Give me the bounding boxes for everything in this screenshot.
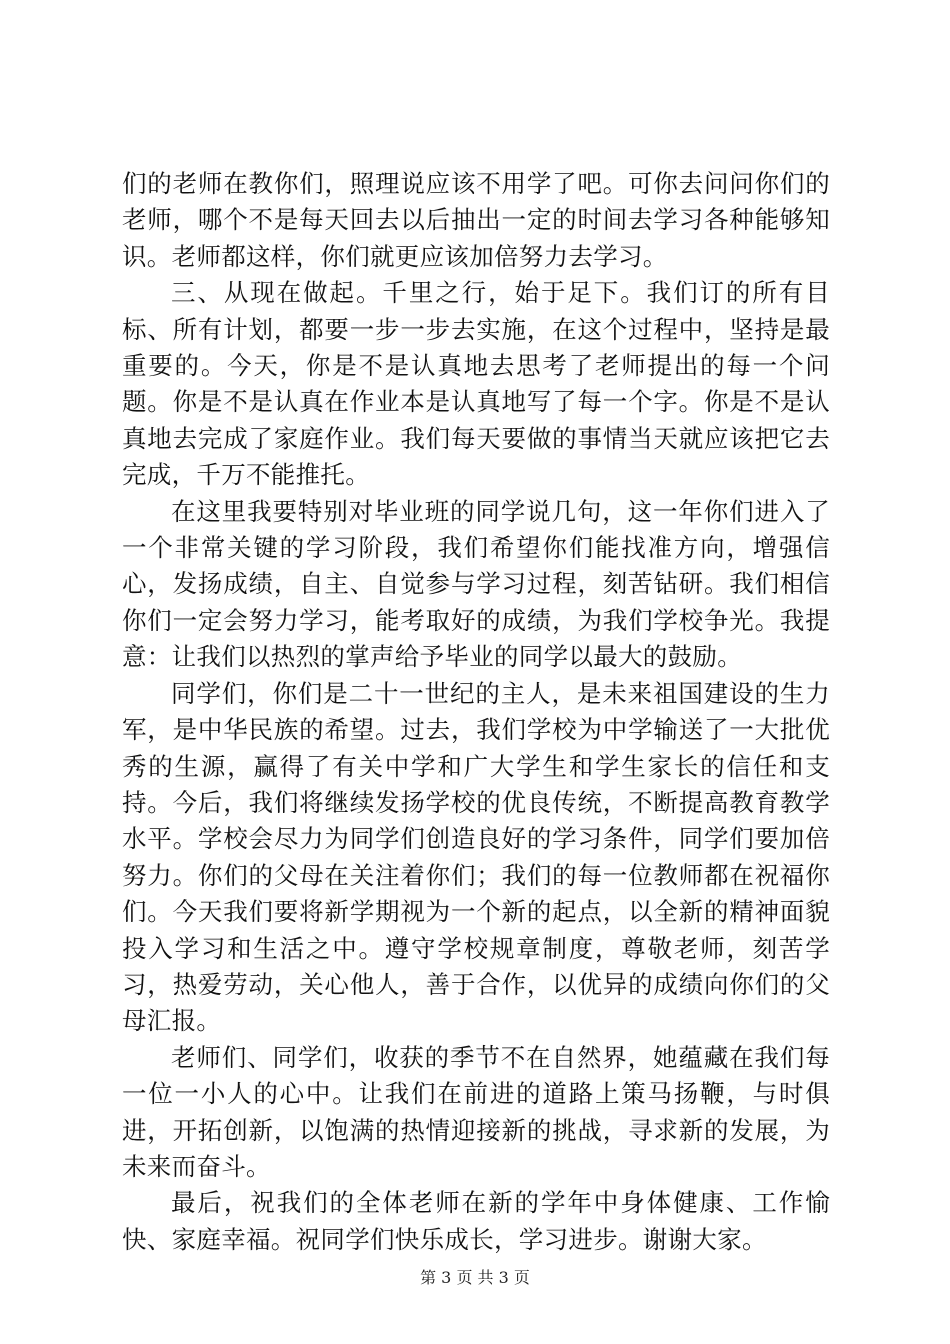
paragraph-2: 三、从现在做起。千里之行，始于足下。我们订的所有目标、所有计划，都要一步一步去实施，在这个过程中，坚持是最重要的。今天，你是不是认真地去思考了老师提出的每一个问题。你是不是认真在作业本是认真地写了每一个字。你是不是认真地去完成了家庭作业。我们每天要做的事情当天就应该把它去完成，千万不能推托。 (122, 278, 830, 490)
document-body (122, 166, 830, 1258)
page-number-label: 第 3 页 共 3 页 (420, 1268, 530, 1287)
paragraph-3: 在这里我要特别对毕业班的同学说几句，这一年你们进入了一个非常关键的学习阶段，我们希望你们能找准方向，增强信心，发扬成绩，自主、自觉参与学习过程，刻苦钻研。我们相信你们一定会努力学习，能考取好的成绩，为我们学校争光。我提意：让我们以热烈的掌声给予毕业的同学以最大的鼓励。 (122, 496, 830, 672)
paragraph-4: 同学们，你们是二十一世纪的主人，是未来祖国建设的生力军，是中华民族的希望。过去，我们学校为中学输送了一大批优秀的生源，赢得了有关中学和广大学生和学生家长的信任和支持。今后，我们将继续发扬学校的优良传统，不断提高教育教学水平。学校会尽力为同学们创造良好的学习条件，同学们要加倍努力。你们的父母在关注着你们；我们的每一位教师都在祝福你们。今天我们要将新学期视为一个新的起点，以全新的精神面貌投入学习和生活之中。遵守学校规章制度，尊敬老师，刻苦学习，热爱劳动，关心他人，善于合作，以优异的成绩向你们的父母汇报。 (122, 678, 830, 1036)
paragraph-1: 们的老师在教你们，照理说应该不用学了吧。可你去问问你们的老师，哪个不是每天回去以后抽出一定的时间去学习各种能够知识。老师都这样，你们就更应该加倍努力去学习。 (122, 169, 830, 271)
paragraph-6: 最后，祝我们的全体老师在新的学年中身体健康、工作愉快、家庭幸福。祝同学们快乐成长，学习进步。谢谢大家。 (122, 1188, 830, 1254)
page-footer (0, 1268, 950, 1288)
paragraph-5: 老师们、同学们，收获的季节不在自然界，她蕴藏在我们每一位一小人的心中。让我们在前进的道路上策马扬鞭，与时俱进，开拓创新，以饱满的热情迎接新的挑战，寻求新的发展，为未来而奋斗。 (122, 1042, 830, 1181)
